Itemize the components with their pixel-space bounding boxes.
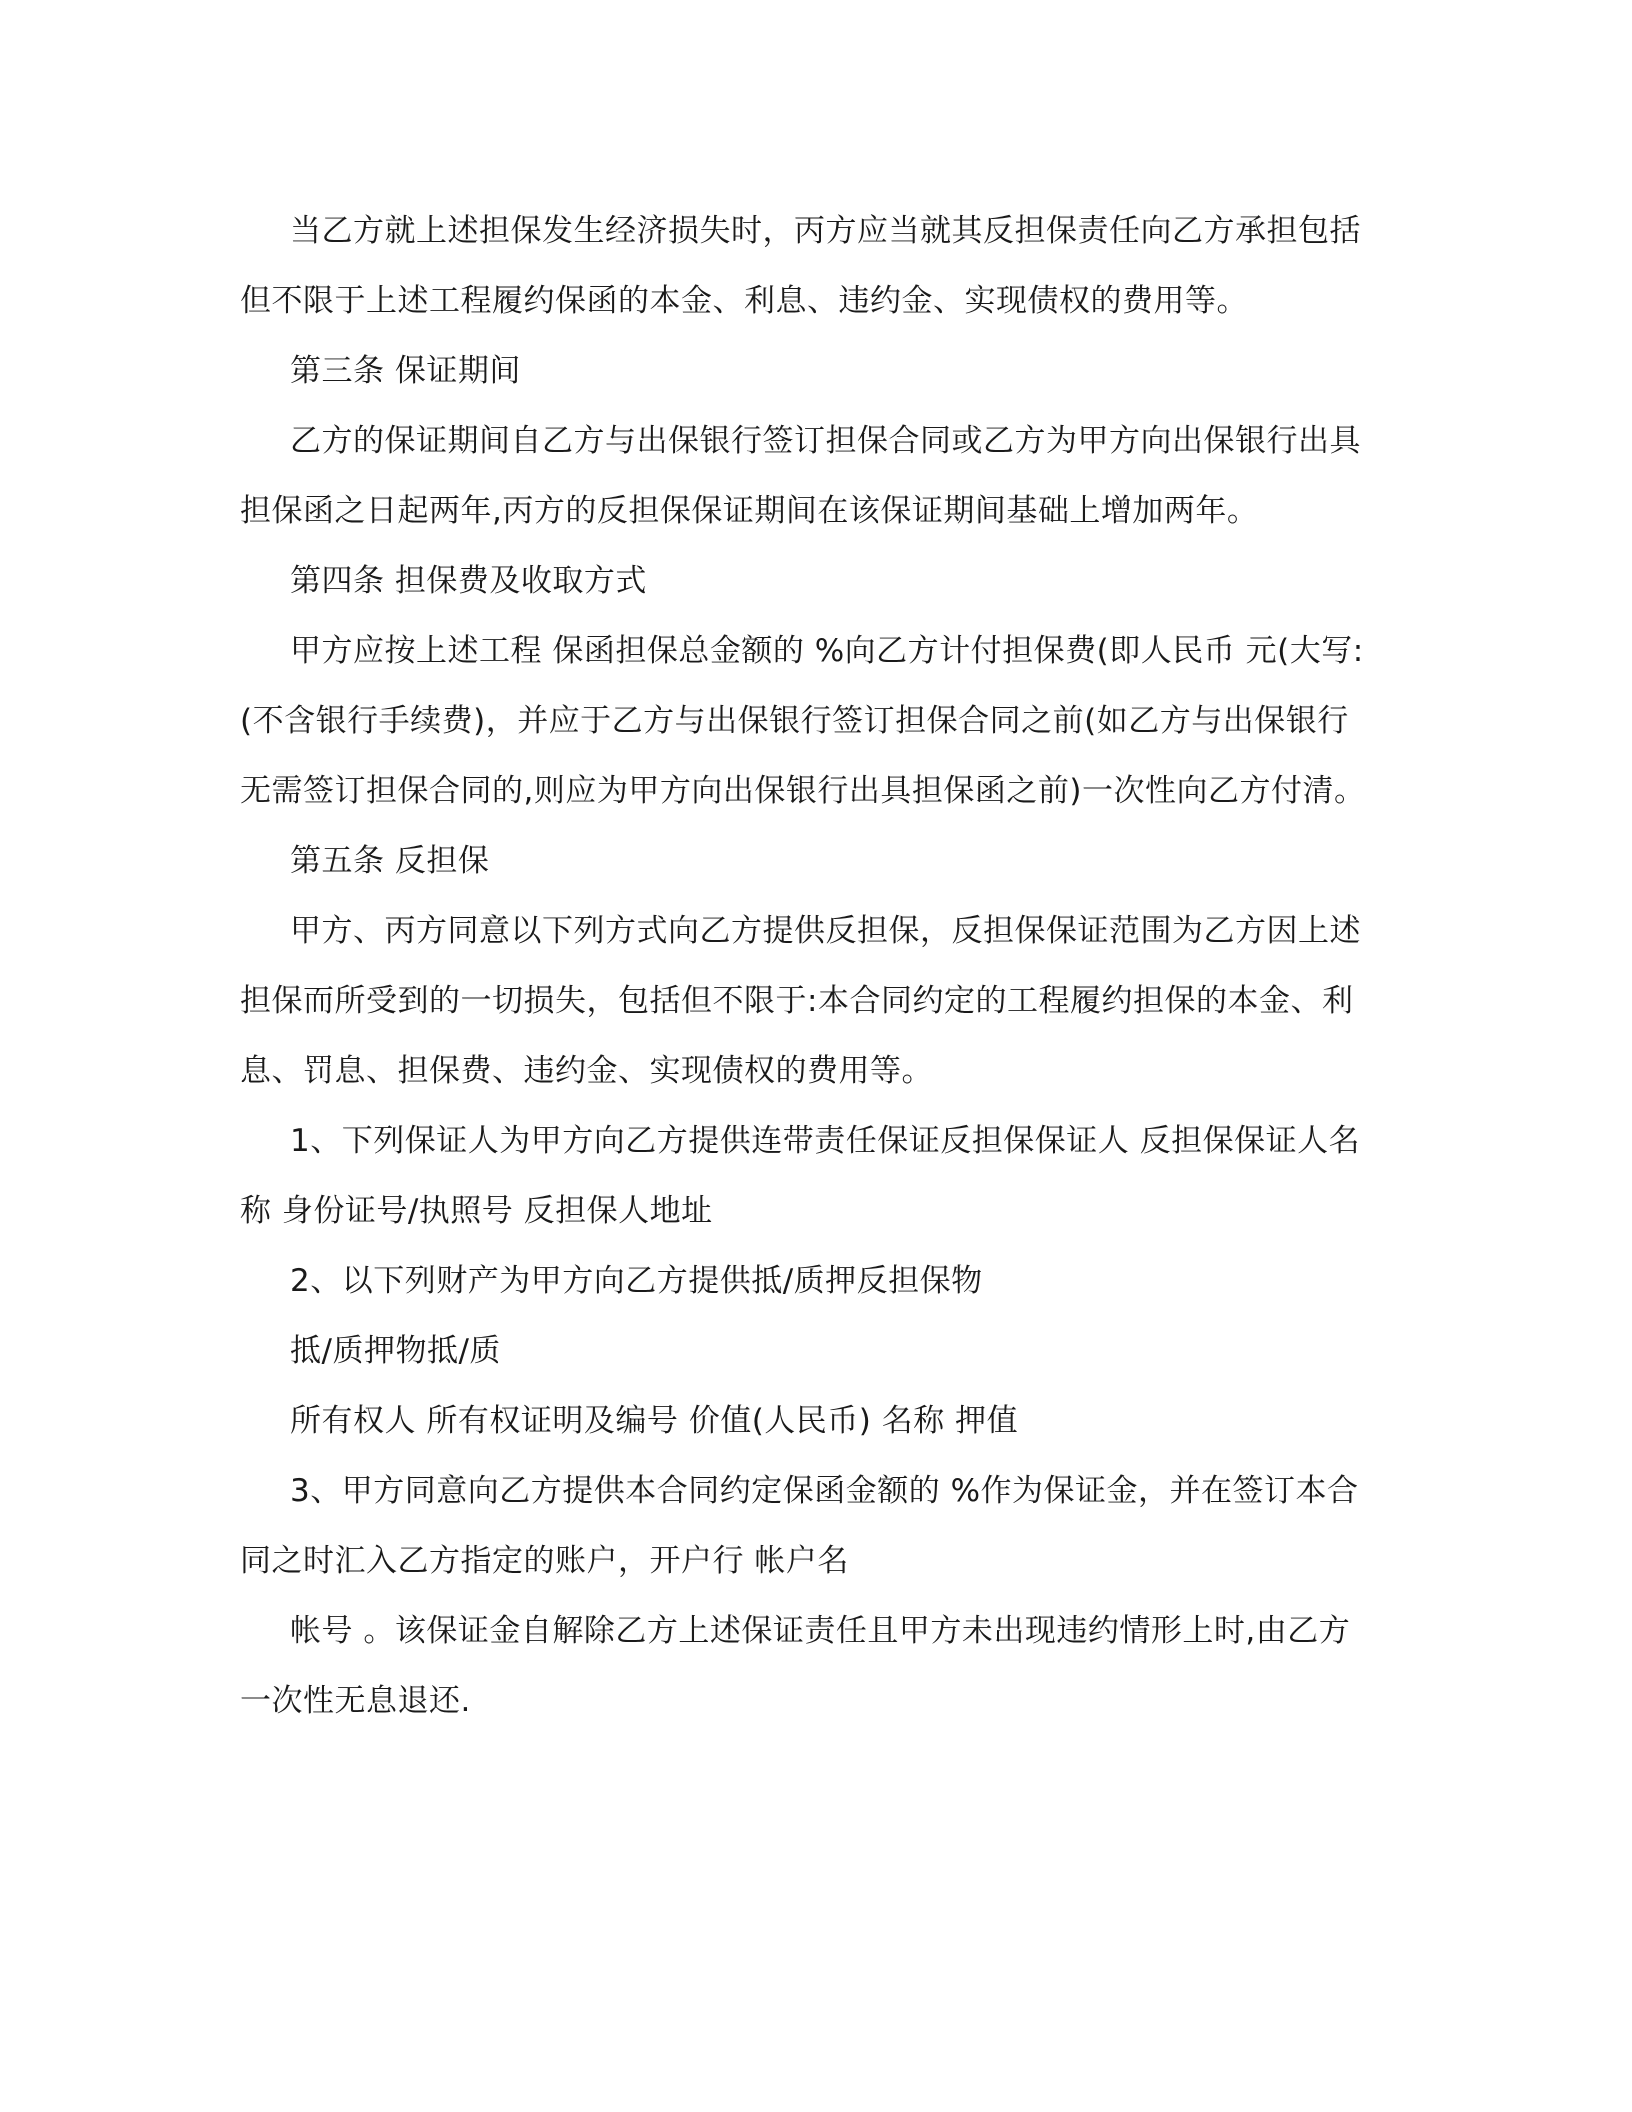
heading-article-5: 第五条 反担保	[290, 843, 490, 879]
paragraph-guarantee-fee: 甲方应按上述工程 保函担保总金额的 %向乙方计付担保费(即人民币 元(大写: (不含银行手续费)，并应于乙方与出保银行签订担保合同之前(如乙方与出保银行无需签订担保合同的,则应为甲方向出保银行出具担保函之前)一次性向乙方付清。	[240, 633, 1366, 809]
paragraph-item-2: 2、以下列财产为甲方向乙方提供抵/质押反担保物	[290, 1263, 983, 1299]
document-body	[240, 196, 1380, 1736]
paragraph-pledge-label: 抵/质押物抵/质	[290, 1333, 501, 1369]
paragraph-liability: 当乙方就上述担保发生经济损失时，丙方应当就其反担保责任向乙方承担包括但不限于上述工程履约保函的本金、利息、违约金、实现债权的费用等。	[240, 213, 1361, 319]
paragraph-ownership-fields: 所有权人 所有权证明及编号 价值(人民币) 名称 押值	[290, 1403, 1019, 1439]
paragraph-guarantee-period: 乙方的保证期间自乙方与出保银行签订担保合同或乙方为甲方向出保银行出具担保函之日起两年,丙方的反担保保证期间在该保证期间基础上增加两年。	[240, 423, 1361, 529]
paragraph-item-3: 3、甲方同意向乙方提供本合同约定保函金额的 %作为保证金，并在签订本合同之时汇入乙方指定的账户，开户行 帐户名	[240, 1473, 1359, 1579]
heading-article-3: 第三条 保证期间	[290, 353, 521, 389]
heading-article-4: 第四条 担保费及收取方式	[290, 563, 647, 599]
paragraph-refund: 帐号 。该保证金自解除乙方上述保证责任且甲方未出现违约情形上时,由乙方一次性无息退还.	[240, 1613, 1351, 1719]
paragraph-counter-guarantee: 甲方、丙方同意以下列方式向乙方提供反担保，反担保保证范围为乙方因上述担保而所受到的一切损失，包括但不限于:本合同约定的工程履约担保的本金、利息、罚息、担保费、违约金、实现债权的费用等。	[240, 913, 1361, 1089]
paragraph-item-1: 1、下列保证人为甲方向乙方提供连带责任保证反担保保证人 反担保保证人名称 身份证号/执照号 反担保人地址	[240, 1123, 1361, 1229]
